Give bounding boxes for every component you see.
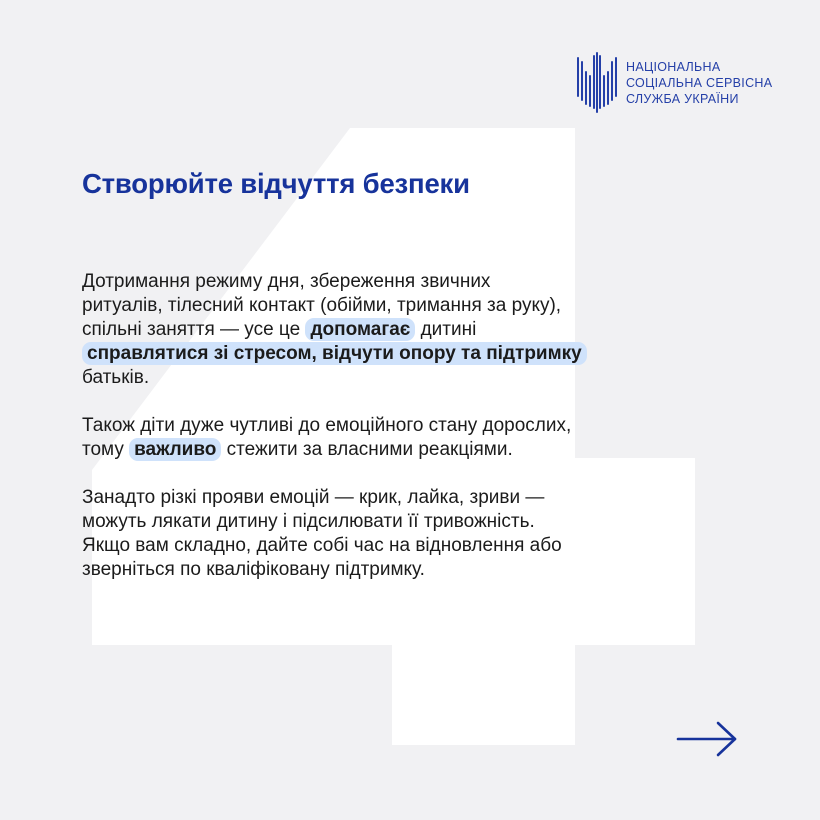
paragraph-2-line-2-prefix: тому (82, 439, 130, 460)
paragraph-1-line-5: батьків. (82, 367, 150, 388)
logo-line-1: НАЦІОНАЛЬНА (626, 60, 721, 74)
paragraph-1-line-3-suffix: дитині (415, 319, 477, 340)
logo-line-3: СЛУЖБА УКРАЇНИ (626, 92, 739, 106)
paragraph-2-line-2-suffix: стежити за власними реакціями. (221, 439, 513, 460)
paragraph-1-line-1: Дотримання режиму дня, збереження звичних (82, 271, 491, 292)
highlight-helps: допомагає (305, 318, 415, 341)
paragraph-1-line-3-prefix: спільні заняття — усе це (82, 319, 306, 340)
arrow-right-icon[interactable] (676, 720, 738, 758)
logo-text (626, 59, 772, 107)
paragraph-3-line-3: Якщо вам складно, дайте собі час на відновлення або (82, 535, 562, 556)
body-text (82, 270, 722, 606)
paragraph-2-line-1: Також діти дуже чутливі до емоційного стану дорослих, (82, 415, 572, 436)
nsss-logo (576, 52, 772, 114)
paragraph-3-line-1: Занадто різкі прояви емоцій — крик, лайка, зриви — (82, 487, 545, 508)
paragraph-1-line-2: ритуалів, тілесний контакт (обійми, тримання за руку), (82, 295, 562, 316)
paragraph-2 (82, 414, 722, 462)
highlight-cope-with-stress: справлятися зі стресом, відчути опору та підтримку (82, 342, 587, 365)
paragraph-3 (82, 486, 722, 582)
paragraph-3-line-2: можуть лякати дитину і підсилювати її тривожність. (82, 511, 535, 532)
paragraph-3-line-4: зверніться по кваліфіковану підтримку. (82, 559, 425, 580)
page-title: Створюйте відчуття безпеки (82, 168, 470, 199)
paragraph-1 (82, 270, 722, 390)
logo-line-2: СОЦІАЛЬНА СЕРВІСНА (626, 76, 773, 90)
trident-logo-icon (576, 52, 618, 114)
highlight-important: важливо (129, 438, 221, 461)
